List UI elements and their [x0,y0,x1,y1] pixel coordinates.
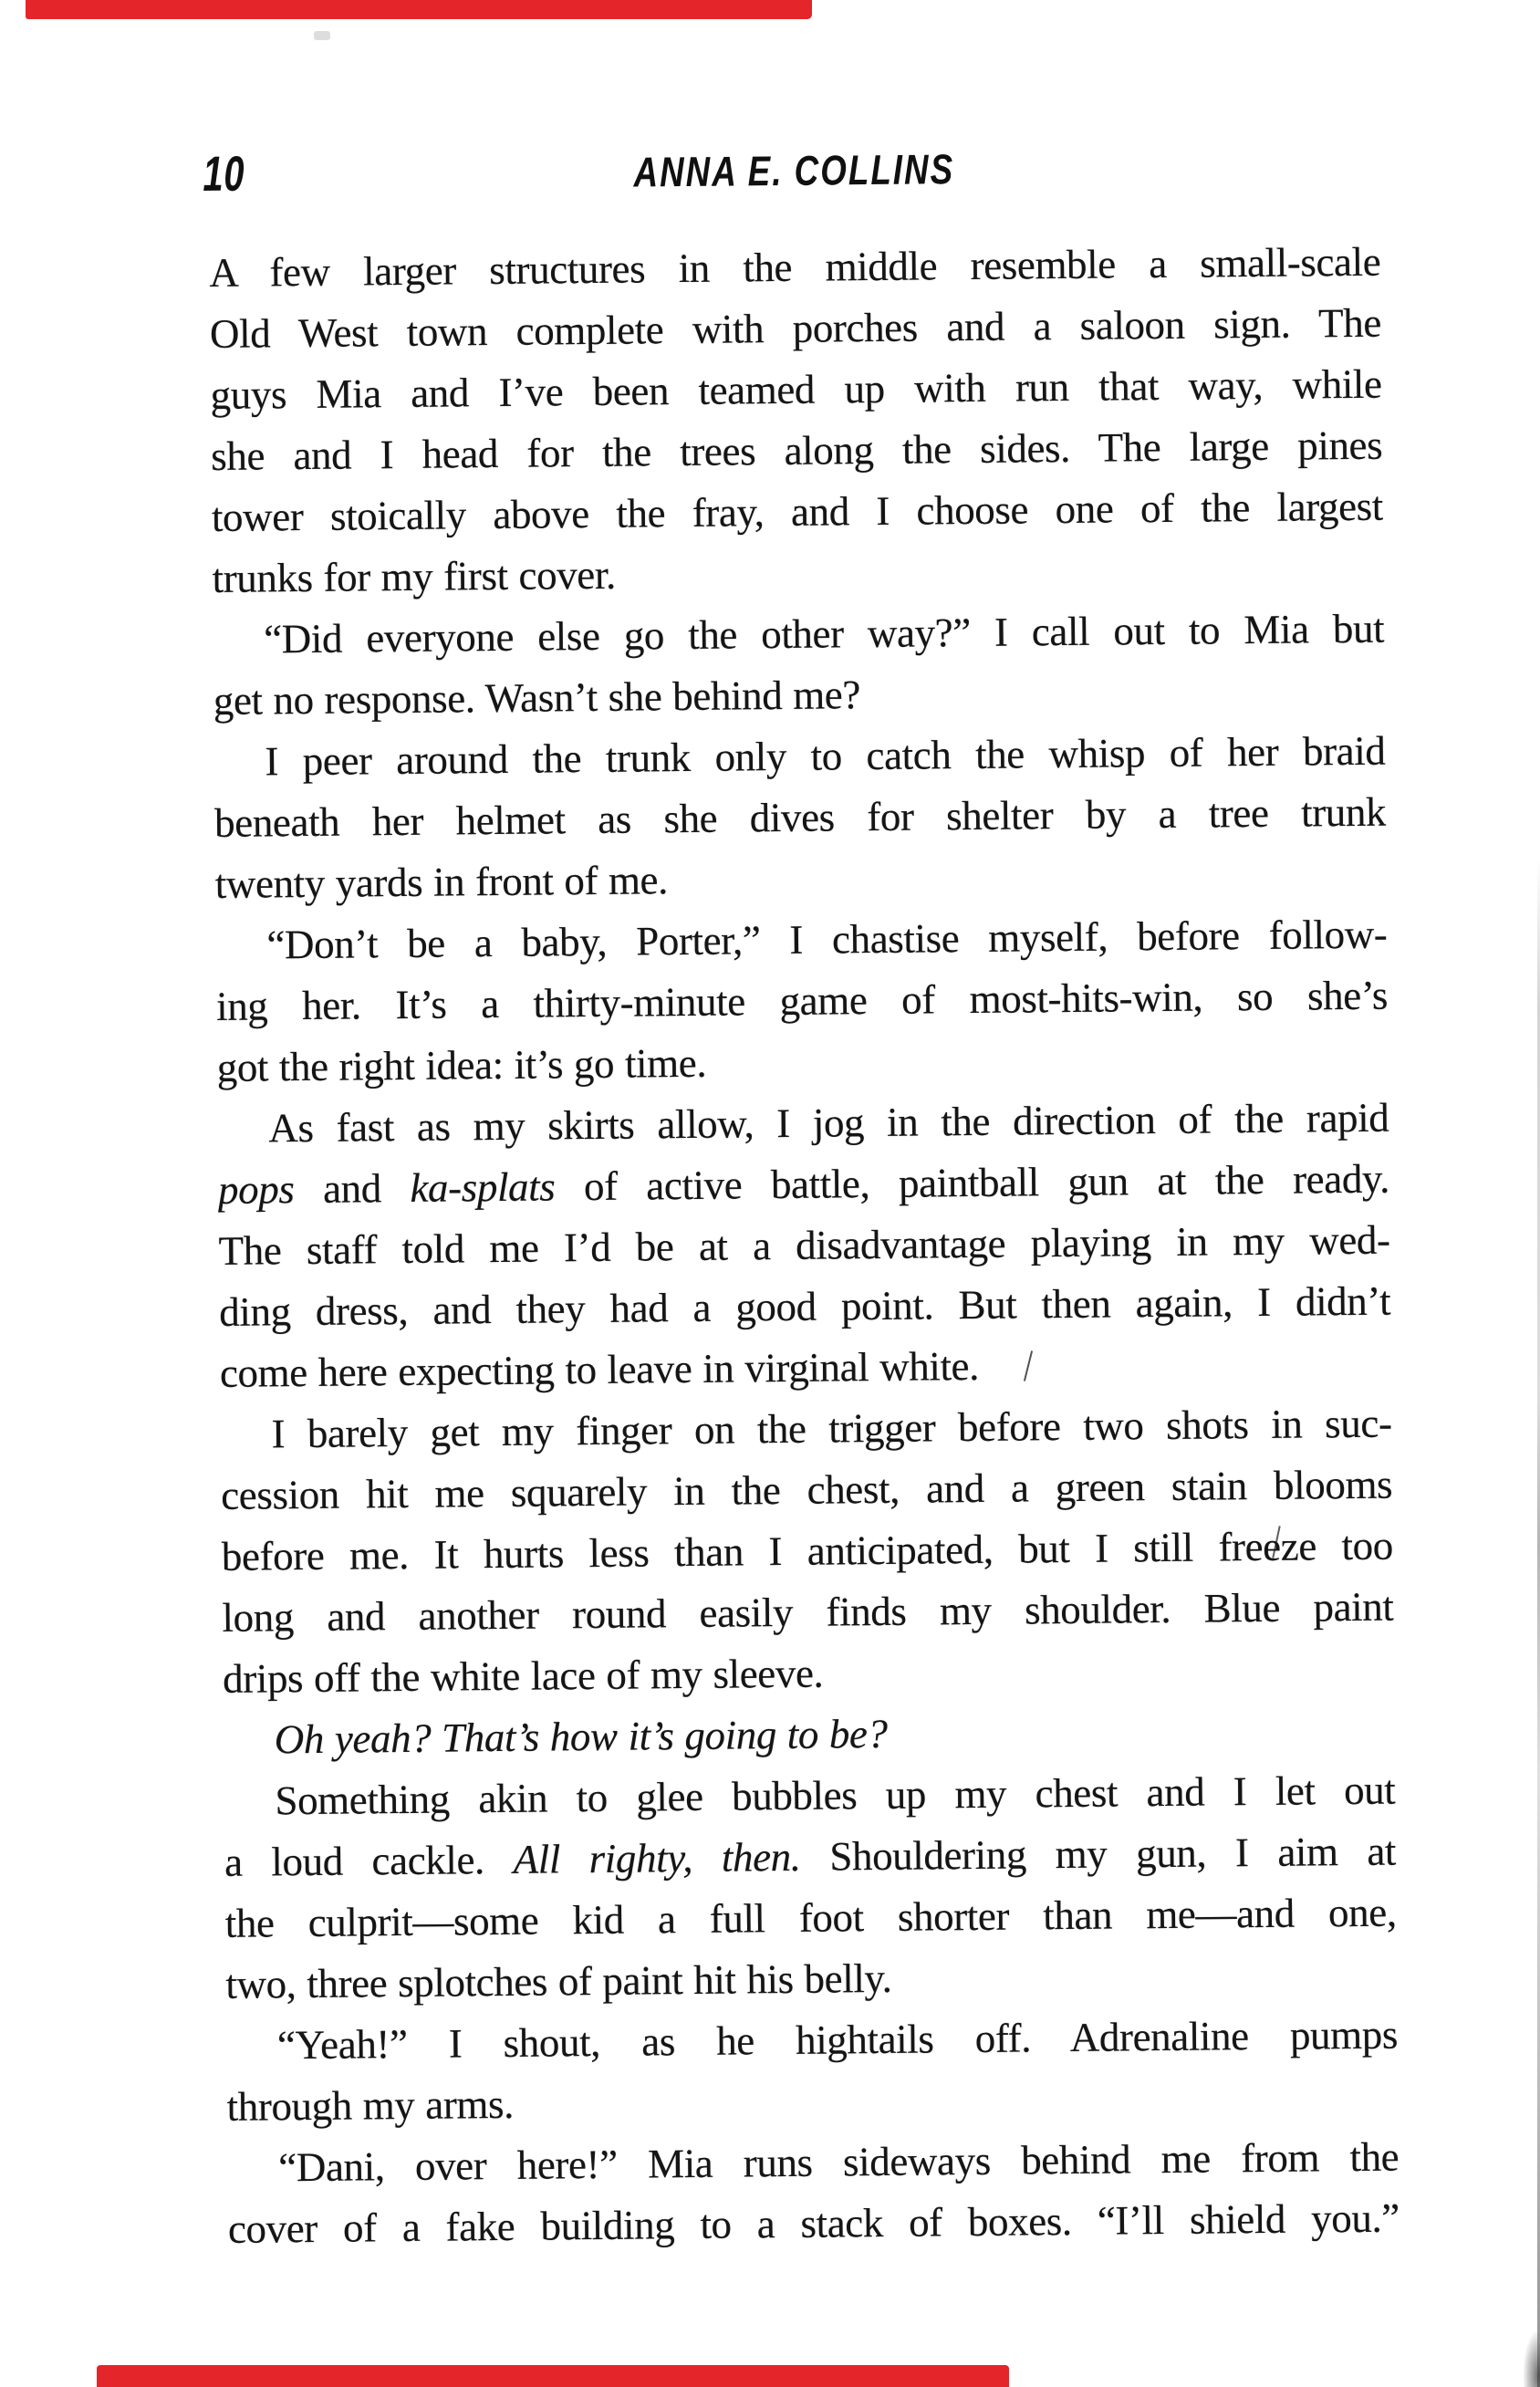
text-segment: ing her. It’s a thirty-minute game of most-hits-win, so she’s [215,972,1389,1029]
italic-text: ka-splats [410,1163,556,1211]
page-number: 10 [203,146,245,203]
text-line [213,721,1386,793]
text-segment: I barely get my finger on the trigger before two shots in suc- [271,1400,1392,1457]
text-segment: “Did everyone else go the other way?” I call out to Mia but [263,605,1385,662]
text-line [210,293,1382,365]
text-line [217,1088,1389,1160]
text-line [220,1332,1392,1404]
text-line [213,599,1385,671]
text-line [216,965,1389,1037]
text-line [224,1882,1397,1954]
text-segment: I peer around the trunk only to catch the whisp of her braid [265,727,1386,785]
text-segment: got the right idea: it’s go time. [216,1039,707,1090]
text-line [222,1577,1394,1649]
text-line [224,1821,1397,1893]
running-head-row [203,133,1380,203]
text-line [218,1149,1390,1221]
running-header: ANNA E. COLLINS [633,145,955,196]
text-line [226,2066,1399,2138]
text-line [224,1760,1396,1832]
text-line [209,232,1381,304]
text-line [215,904,1388,976]
text-segment: A few larger structures in the middle resemble a small-scale [209,238,1381,296]
text-segment: the culprit—some kid a full foot shorter than me—and one, [224,1889,1397,1946]
italic-text: Oh yeah? That’s how it’s going to be? [274,1710,888,1763]
text-line [214,843,1387,915]
text-line [220,1393,1392,1465]
text-line [226,2005,1399,2077]
text-segment: beneath her helmet as she dives for shelter by a tree trunk [213,788,1387,846]
scan-red-bar-bottom [97,2365,1009,2387]
scan-corner-smudge [1524,2332,1540,2387]
text-segment: Something akin to glee bubbles up my chest and I let out [275,1767,1396,1824]
text-segment: drips off the white lace of my sleeve. [222,1650,824,1702]
italic-text: All righty, then. [513,1833,801,1882]
text-line [216,1027,1389,1099]
text-segment: long and another round easily finds my shoulder. Blue paint [222,1583,1394,1641]
scan-speck [314,31,330,40]
text-segment: Old West town complete with porches and a saloon sign. The [209,299,1382,357]
text-segment: ding dress, and they had a good point. But then again, I didn’t [219,1277,1391,1335]
text-segment: and [294,1164,411,1213]
text-line [222,1516,1394,1588]
body-text [209,232,1400,2260]
text-segment: cover of a fake building to a stack of boxes. “I’ll shield you.” [227,2194,1400,2252]
text-line [212,537,1384,610]
text-segment: of active battle, paintball gun at the ready. [555,1155,1390,1210]
text-segment: before me. It hurts less than I anticipated, but I still freeze too [221,1522,1394,1579]
page-content [203,133,1400,2260]
text-line [210,354,1382,426]
text-segment: “Dani, over here!” Mia runs sideways behind me from the [278,2133,1400,2191]
text-segment: come here expecting to leave in virginal white. [219,1342,980,1396]
text-segment: she and I head for the trees along the sides. The large pines [211,422,1383,479]
text-segment: get no response. Wasn’t she behind me? [213,672,861,724]
text-segment: twenty yards in front of me. [214,857,669,907]
text-line [221,1454,1393,1527]
text-segment: cession hit me squarely in the chest, and a green stain blooms [220,1461,1393,1518]
text-line [225,1944,1398,2016]
text-segment: tower stoically above the fray, and I choose one of the largest [211,483,1384,540]
text-segment: As fast as my skirts allow, I jog in the direction of the rapid [268,1094,1389,1152]
text-segment: two, three splotches of paint hit his belly. [225,1954,892,2007]
text-segment: guys Mia and I’ve been teamed up with run that way, while [210,360,1382,418]
italic-text: pops [217,1166,295,1213]
text-segment: Shouldering my gun, I aim at [800,1828,1397,1880]
text-segment: trunks for my first cover. [212,551,617,601]
text-segment: “Yeah!” I shout, as he hightails off. Adrenaline pumps [276,2011,1399,2069]
text-line [227,2127,1400,2199]
text-line [223,1638,1395,1710]
text-line [214,782,1387,854]
text-line [219,1271,1391,1343]
text-segment: through my arms. [226,2080,515,2130]
text-segment: The staff told me I’d be at a disadvantage playing in my wed- [218,1216,1390,1274]
text-line [228,2188,1400,2260]
text-segment: “Don’t be a baby, Porter,” I chastise myself, before follow- [266,911,1388,968]
text-line [211,415,1383,487]
text-line [223,1699,1395,1771]
text-line [213,660,1386,732]
text-segment: a loud cackle. [224,1836,514,1885]
scan-red-bar-top [26,0,812,19]
text-line [212,476,1384,548]
text-line [218,1210,1390,1282]
